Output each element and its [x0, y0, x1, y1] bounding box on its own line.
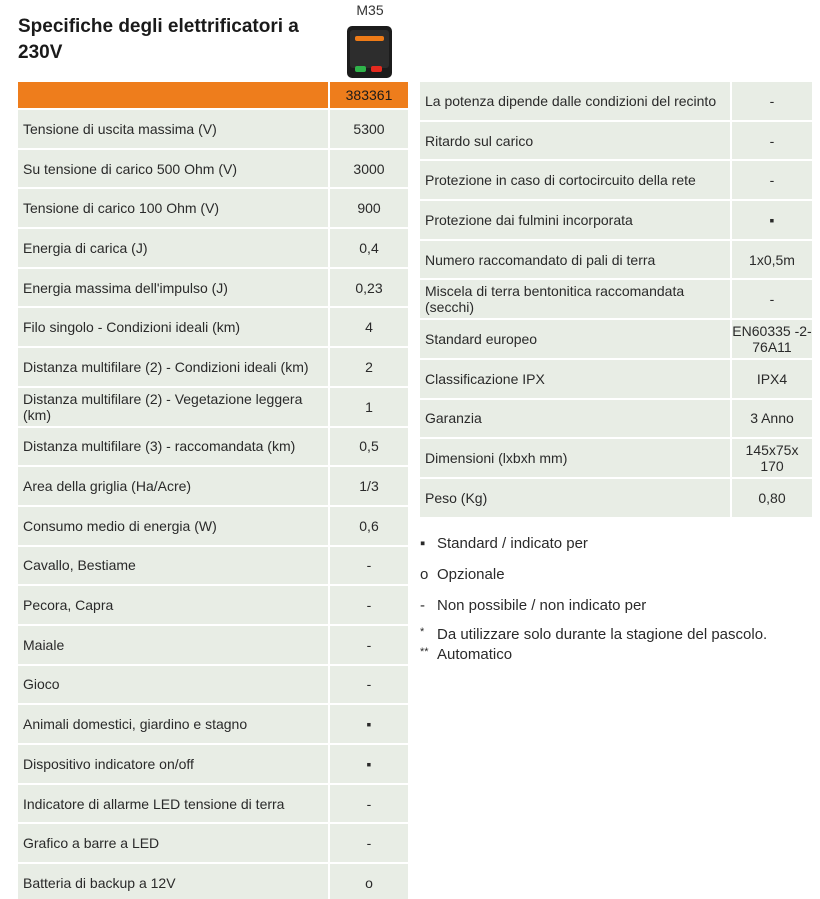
row-label: Filo singolo - Condizioni ideali (km) — [18, 308, 328, 346]
row-value: 1x0,5m — [732, 241, 812, 279]
footnote-text: Automatico — [437, 646, 513, 663]
row-value: 4 — [330, 308, 408, 346]
row-label: Indicatore di allarme LED tensione di terra — [18, 785, 328, 823]
row-value: IPX4 — [732, 360, 812, 398]
row-value: 3000 — [330, 150, 408, 188]
table-row — [18, 467, 408, 505]
row-label: Peso (Kg) — [420, 479, 730, 517]
footnote-symbol: * — [420, 626, 425, 638]
row-value: 0,23 — [330, 269, 408, 307]
table-row — [18, 824, 408, 862]
row-label: Animali domestici, giardino e stagno — [18, 705, 328, 743]
row-value: - — [732, 280, 812, 318]
table-header-row — [18, 82, 408, 108]
row-value: 5300 — [330, 110, 408, 148]
legend-symbol: - — [420, 597, 425, 614]
row-label: Grafico a barre a LED — [18, 824, 328, 862]
row-label: Distanza multifilare (3) - raccomandata (km) — [18, 428, 328, 466]
row-value: - — [330, 586, 408, 624]
row-value: 145x75x 170 — [732, 439, 812, 477]
legend-item — [420, 528, 815, 559]
row-value: ▪ — [330, 745, 408, 783]
table-row — [18, 348, 408, 386]
table-row — [18, 705, 408, 743]
legend-symbol: o — [420, 566, 429, 583]
table-row — [420, 479, 812, 517]
spec-table-right — [420, 82, 812, 519]
row-value: 1/3 — [330, 467, 408, 505]
row-label: Tensione di uscita massima (V) — [18, 110, 328, 148]
footnote-text: Da utilizzare solo durante la stagione del pascolo. — [437, 626, 768, 643]
table-row — [18, 388, 408, 426]
row-value: 0,80 — [732, 479, 812, 517]
row-value: o — [330, 864, 408, 899]
product-image — [347, 26, 392, 78]
row-label: Protezione in caso di cortocircuito della rete — [420, 161, 730, 199]
table-row — [18, 428, 408, 466]
product-model: M35 — [356, 2, 384, 18]
row-label: La potenza dipende dalle condizioni del recinto — [420, 82, 730, 120]
row-label: Maiale — [18, 626, 328, 664]
row-label: Classificazione IPX — [420, 360, 730, 398]
table-row — [18, 864, 408, 899]
table-row — [18, 666, 408, 704]
row-value: 1 — [330, 388, 408, 426]
row-value: 2 — [330, 348, 408, 386]
row-label: Numero raccomandato di pali di terra — [420, 241, 730, 279]
table-row — [420, 439, 812, 477]
legend-text: Standard / indicato per — [437, 535, 588, 552]
row-value: - — [330, 785, 408, 823]
legend — [420, 528, 815, 665]
row-value: 0,5 — [330, 428, 408, 466]
row-label: Distanza multifilare (2) - Condizioni ideali (km) — [18, 348, 328, 386]
table-row — [18, 586, 408, 624]
row-value: - — [330, 626, 408, 664]
table-row — [18, 110, 408, 148]
legend-text: Opzionale — [437, 566, 505, 583]
row-value: 0,4 — [330, 229, 408, 267]
row-label: Pecora, Capra — [18, 586, 328, 624]
row-label: Protezione dai fulmini incorporata — [420, 201, 730, 239]
table-row — [18, 745, 408, 783]
row-label: Distanza multifilare (2) - Vegetazione leggera (km) — [18, 388, 328, 426]
table-row — [18, 785, 408, 823]
row-value: ▪ — [732, 201, 812, 239]
row-value: - — [330, 666, 408, 704]
table-row — [18, 626, 408, 664]
footnote — [420, 645, 815, 665]
row-label: Batteria di backup a 12V — [18, 864, 328, 899]
row-label: Area della griglia (Ha/Acre) — [18, 467, 328, 505]
row-label: Garanzia — [420, 400, 730, 438]
legend-symbol: ▪ — [420, 535, 426, 552]
spec-table-left — [18, 82, 408, 899]
row-value: - — [732, 82, 812, 120]
table-row — [18, 308, 408, 346]
row-value: - — [330, 547, 408, 585]
row-value: - — [732, 122, 812, 160]
row-label: Energia di carica (J) — [18, 229, 328, 267]
table-row — [420, 360, 812, 398]
row-value: 900 — [330, 189, 408, 227]
page-title: Specifiche degli elettrificatori a 230V — [18, 16, 299, 63]
table-row — [18, 150, 408, 188]
row-value: EN60335 -2-76A11 — [732, 320, 812, 358]
row-label: Dispositivo indicatore on/off — [18, 745, 328, 783]
row-label: Ritardo sul carico — [420, 122, 730, 160]
table-row — [420, 241, 812, 279]
row-label: Miscela di terra bentonitica raccomandata (secchi) — [420, 280, 730, 318]
row-label: Consumo medio di energia (W) — [18, 507, 328, 545]
row-label: Dimensioni (lxbxh mm) — [420, 439, 730, 477]
legend-item — [420, 590, 815, 621]
table-row — [18, 547, 408, 585]
table-row — [420, 82, 812, 120]
row-value: - — [330, 824, 408, 862]
table-row — [18, 189, 408, 227]
table-row — [420, 400, 812, 438]
row-value: 0,6 — [330, 507, 408, 545]
product-code: 383361 — [330, 82, 408, 108]
table-row — [420, 161, 812, 199]
row-label: Gioco — [18, 666, 328, 704]
table-row — [420, 280, 812, 318]
row-value: 3 Anno — [732, 400, 812, 438]
legend-item — [420, 559, 815, 590]
table-row — [420, 122, 812, 160]
table-row — [420, 320, 812, 358]
table-row — [420, 201, 812, 239]
table-row — [18, 229, 408, 267]
row-label: Standard europeo — [420, 320, 730, 358]
legend-text: Non possibile / non indicato per — [437, 597, 647, 614]
row-value: ▪ — [330, 705, 408, 743]
row-label: Cavallo, Bestiame — [18, 547, 328, 585]
footnote — [420, 625, 815, 645]
row-label: Tensione di carico 100 Ohm (V) — [18, 189, 328, 227]
footnote-symbol: ** — [420, 646, 429, 658]
table-row — [18, 269, 408, 307]
row-label: Su tensione di carico 500 Ohm (V) — [18, 150, 328, 188]
row-value: - — [732, 161, 812, 199]
table-row — [18, 507, 408, 545]
footnotes — [420, 625, 815, 665]
row-label: Energia massima dell'impulso (J) — [18, 269, 328, 307]
